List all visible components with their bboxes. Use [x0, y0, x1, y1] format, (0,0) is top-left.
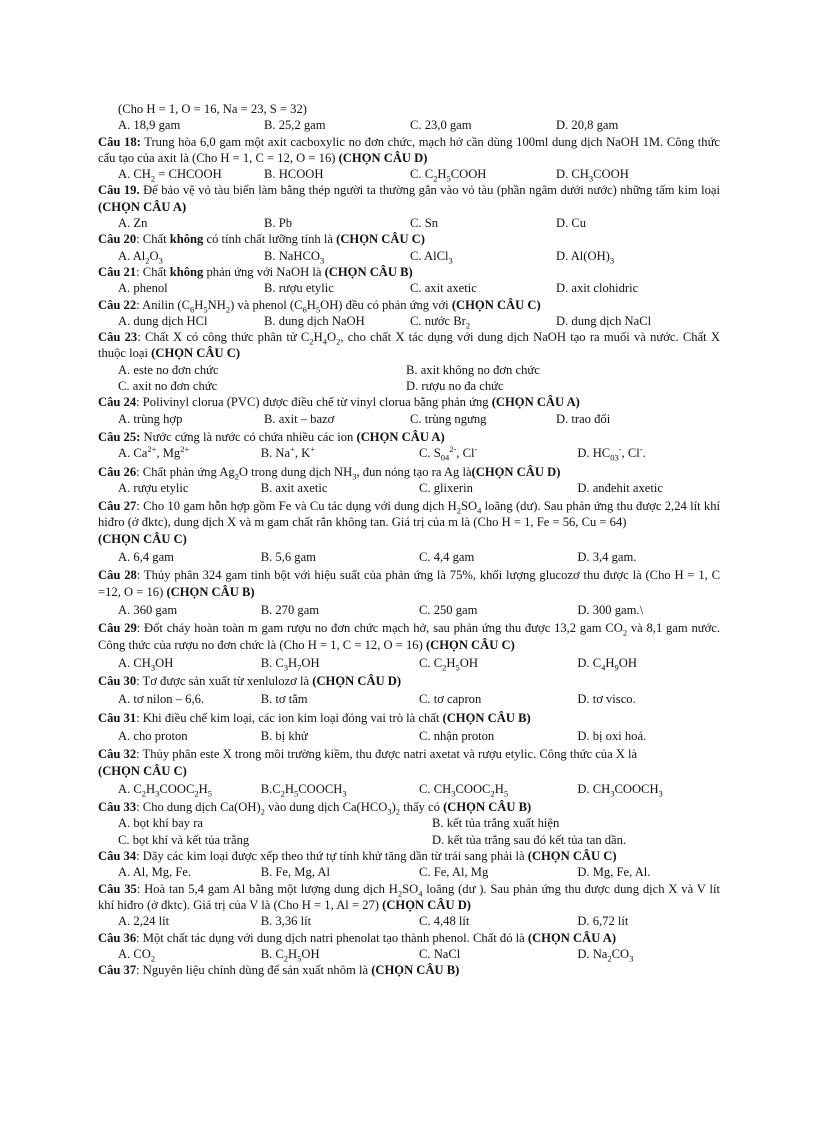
q34-option-c: C. Fe, Al, Mg	[419, 865, 489, 880]
q31-option-d: D. bị oxi hoá.	[577, 728, 647, 743]
q28-options	[98, 602, 720, 618]
q19-label: Câu 19.	[98, 183, 140, 198]
exam-document	[98, 101, 720, 978]
q21-option-c: C. axit axetic	[410, 281, 477, 296]
q27-option-c: C. 4,4 gam	[419, 550, 475, 565]
q23-option-a: A. este no đơn chức	[118, 362, 219, 377]
q21-option-b: B. rượu etylic	[264, 281, 334, 296]
q21-label: Câu 21	[98, 264, 137, 279]
q33-option-a: A. bọt khí bay ra	[118, 816, 203, 831]
q20-option-b: B. NaHCO$_3$	[264, 248, 325, 266]
q22-option-b: B. dung dịch NaOH	[264, 313, 365, 328]
q25-options	[98, 445, 720, 461]
q34-options	[98, 864, 720, 880]
q31-stem: Câu 31: Khi điều chế kim loại, các ion kim loại đóng vai trò là chất (CHỌN CÂU B)	[98, 710, 531, 725]
q28-option-d: D. 300 gam.\	[577, 602, 644, 617]
q36-stem: Câu 36: Một chất tác dụng với dung dịch natri phenolat tạo thành phenol. Chất đó là (CHỌN CÂU A)	[98, 930, 617, 945]
q27-option-d: D. 3,4 gam.	[577, 550, 637, 565]
q22-option-a: A. dung dịch HCl	[118, 313, 208, 328]
q26-options	[98, 480, 720, 496]
q22-answer: (CHỌN CÂU C)	[451, 297, 541, 312]
q34-option-a: A. Al, Mg, Fe.	[118, 865, 192, 880]
q26-option-b: B. axit axetic	[260, 480, 328, 495]
q27-answer: (CHỌN CÂU C)	[98, 531, 187, 546]
q20-option-c: C. AlCl$_3$	[410, 248, 453, 266]
q26-option-c: C. glixerin	[419, 480, 473, 495]
q23-option-b: B. axit không no đơn chức	[406, 362, 540, 377]
q33-option-b: B. kết tủa trắng xuất hiện	[432, 816, 560, 831]
q29-option-a: A. $CH_3OH$	[118, 655, 174, 673]
q33-label: Câu 33	[98, 800, 137, 815]
q21-answer: (CHỌN CÂU B)	[324, 264, 413, 279]
q22-options	[98, 313, 720, 329]
q24-option-b: B. axit – bazơ	[264, 411, 335, 426]
q35-option-d: D. 6,72 lít	[577, 914, 629, 929]
q28-label: Câu 28	[98, 568, 137, 583]
q20-stem: Câu 20: Chất không có tính chất lưỡng tính là (CHỌN CÂU C)	[98, 232, 425, 247]
q31-options	[98, 728, 720, 744]
q20-option-d: D. $Al(OH)_3$	[556, 248, 615, 266]
q29-option-d: D. $C_4H_9OH$	[577, 655, 637, 673]
q33-option-d: D. kết tủa trắng sau đó kết tủa tan dần.	[432, 832, 627, 847]
q18-stem: Câu 18: Trung hòa 6,0 gam một axit cacboxylic no đơn chức, mạch hở cần dùng 100ml dung dịch NaOH 1M. Công thức cấu tạo của axit là (Cho H = 1, C = 12, O = 16) (CHỌN CÂU D)	[98, 134, 720, 165]
q35-options	[98, 913, 720, 929]
q25-option-b: B. Na+, K+	[260, 444, 316, 461]
q30-option-b: B. tơ tằm	[260, 692, 308, 707]
q37-stem: Câu 37: Nguyên liệu chính dùng để sản xuất nhôm là (CHỌN CÂU B)	[98, 963, 460, 978]
q34-answer: (CHỌN CÂU C)	[527, 849, 617, 864]
q17-tail: (Cho H = 1, O = 16, Na = 23, S = 32)	[118, 102, 307, 116]
q33-answer: (CHỌN CÂU B)	[443, 800, 532, 815]
q34-stem: Câu 34: Dãy các kim loại được xếp theo thứ tự tính khử tăng dần từ trái sang phải là (CHỌN CÂU C)	[98, 849, 617, 864]
q31-option-b: B. bị khử	[260, 728, 308, 743]
q22-stem: Câu 22: Anilin $(C_6H_5NH_2)$ và phenol $(C_6H_5OH)$ đều có phản ứng với (CHỌN CÂU C)	[98, 297, 541, 315]
q20-options	[98, 248, 720, 264]
q25-label: Câu 25:	[98, 429, 141, 444]
q37-answer: (CHỌN CÂU B)	[371, 963, 460, 978]
q36-option-a: A. $CO_2$	[118, 946, 156, 964]
q35-option-b: B. 3,36 lít	[260, 914, 312, 929]
q30-option-d: D. tơ visco.	[577, 692, 636, 707]
q23-stem: Câu 23: Chất X có công thức phân tử $C_2H_4O_2$, cho chất X tác dụng với dung dịch NaOH tạo ra muối và nước. Chất X thuộc loại (CHỌN CÂU C)	[98, 330, 720, 361]
q32-stem: Câu 32: Thủy phân este X trong môi trường kiềm, thu được natri axetat và rượu etylic. Công thức của X là (CHỌN CÂU C)	[98, 747, 638, 778]
q28-stem: Câu 28: Thủy phân 324 gam tinh bột với hiệu suất của phản ứng là 75%, khối lượng glucozơ thu được là (Cho H = 1, C =12, O = 16) (CHỌN CÂU B)	[98, 568, 720, 599]
q26-label: Câu 26	[98, 464, 137, 479]
q27-label: Câu 27	[98, 499, 137, 514]
q37-label: Câu 37	[98, 963, 137, 978]
q24-option-a: A. trùng hợp	[118, 411, 183, 426]
q24-label: Câu 24	[98, 395, 137, 410]
q32-option-b: $B.C_2H_5COOCH_3$	[260, 781, 347, 799]
q24-answer: (CHỌN CÂU A)	[491, 395, 580, 410]
q23-options-row1	[98, 362, 720, 378]
q21-options	[98, 280, 720, 296]
q17-option-b: B. 25,2 gam	[264, 118, 326, 133]
q35-option-a: A. 2,24 lít	[118, 914, 170, 929]
q33-option-c: C. bọt khí và kết tủa trắng	[118, 832, 250, 847]
q32-option-a: A. $C_2H_3COOC_2H_5$	[118, 781, 213, 799]
q28-option-c: C. 250 gam	[419, 602, 478, 617]
q34-option-d: D. Mg, Fe, Al.	[577, 865, 651, 880]
q34-option-b: B. Fe, Mg, Al	[260, 865, 330, 880]
q25-option-a: A. $Ca^{2+}$, $Mg^{2+}$	[118, 444, 190, 461]
q19-option-d: D. Cu	[556, 216, 587, 231]
q19-stem: Câu 19. Để bảo vệ vỏ tàu biển làm bằng thép người ta thường gắn vào vỏ tàu (phần ngâm dưới nước) những tấm kim loại (CHỌN CÂU A)	[98, 183, 720, 214]
q30-options	[98, 691, 720, 707]
q36-answer: (CHỌN CÂU A)	[527, 930, 617, 945]
q18-options	[98, 166, 720, 182]
q19-options	[98, 215, 720, 231]
q19-option-b: B. Pb	[264, 216, 292, 231]
q18-answer: (CHỌN CÂU D)	[338, 150, 428, 165]
q29-answer: (CHỌN CÂU C)	[425, 637, 515, 652]
q21-option-d: D. axit clohidric	[556, 281, 639, 296]
q33-options-row2	[98, 832, 720, 848]
q21-stem: Câu 21: Chất không phản ứng với NaOH là (CHỌN CÂU B)	[98, 264, 413, 279]
q24-option-c: C. trùng ngưng	[410, 411, 487, 426]
q26-stem: Câu 26: Chất phản ứng $Ag_2O$ trong dung dịch $NH_3$, đun nóng tạo ra Ag là(CHỌN CÂU D)	[98, 464, 561, 482]
q29-label: Câu 29	[98, 621, 137, 636]
q17-options	[98, 117, 720, 133]
q30-stem: Câu 30: Tơ được sản xuất từ xenlulozơ là (CHỌN CÂU D)	[98, 674, 402, 689]
q22-option-d: D. dung dịch NaCl	[556, 313, 652, 328]
q30-answer: (CHỌN CÂU D)	[312, 674, 402, 689]
q19-option-a: A. Zn	[118, 216, 148, 231]
q35-option-c: C. 4,48 lít	[419, 914, 470, 929]
q29-option-b: B. $C_3H_7OH$	[260, 655, 320, 673]
q23-answer: (CHỌN CÂU C)	[151, 346, 241, 361]
q23-option-d: D. rượu no đa chức	[406, 379, 504, 394]
q18-option-d: D. $CH_3COOH$	[556, 167, 629, 184]
q20-option-a: A. $Al_2O_3$	[118, 248, 163, 266]
q24-option-d: D. trao đổi	[556, 411, 611, 426]
q23-options-row2	[98, 378, 720, 394]
q21-option-a: A. phenol	[118, 281, 168, 296]
q28-option-a: A. 360 gam	[118, 602, 178, 617]
q24-stem: Câu 24: Polivinyl clorua (PVC) được điều chế từ vinyl clorua bằng phản ứng (CHỌN CÂU A)	[98, 395, 580, 410]
q32-label: Câu 32	[98, 747, 137, 762]
q32-option-c: C. $CH_3COOC_2H_5$	[419, 781, 509, 799]
q36-option-b: B. $C_2H_5OH$	[260, 946, 320, 964]
q27-stem: Câu 27: Cho 10 gam hỗn hợp gồm Fe và Cu tác dụng với dung dịch $H_2SO_4$ loãng (dư). Sau phản ứng thu được 2,24 lít khí hiđro (ở đktc), dung dịch X và m gam chất rắn không tan. Giá trị của m là (Cho H = 1, Fe = 56, Cu = 64) (CHỌN CÂU C)	[98, 499, 720, 546]
q35-label: Câu 35	[98, 881, 137, 896]
q31-option-a: A. cho proton	[118, 728, 188, 743]
q36-option-c: C. NaCl	[419, 946, 461, 961]
q26-option-d: D. anđehit axetic	[577, 480, 663, 495]
q30-option-c: C. tơ capron	[419, 692, 482, 707]
q32-options	[98, 781, 720, 797]
q25-option-c: C. $S_{04}^{2-}$, Cl-	[419, 444, 478, 463]
q31-answer: (CHỌN CÂU B)	[442, 710, 531, 725]
q28-answer: (CHỌN CÂU B)	[166, 584, 255, 599]
q29-option-c: C. $C_2H_5OH$	[419, 655, 478, 673]
q30-option-a: A. tơ nilon – 6,6.	[118, 692, 205, 707]
q20-label: Câu 20	[98, 232, 137, 247]
q25-option-d: D. $HC_{03}^-$, Cl-.	[577, 444, 646, 463]
q32-option-d: D. $CH_3COOCH_3$	[577, 781, 663, 799]
q30-label: Câu 30	[98, 674, 137, 689]
q31-label: Câu 31	[98, 710, 137, 725]
q20-answer: (CHỌN CÂU C)	[336, 232, 425, 247]
q26-answer: (CHỌN CÂU D)	[471, 464, 561, 479]
q25-stem: Câu 25: Nước cứng là nước có chứa nhiều các ion (CHỌN CÂU A)	[98, 429, 445, 444]
q35-answer: (CHỌN CÂU D)	[382, 897, 471, 912]
q18-option-a: A. $CH_2$ = CHCOOH	[118, 167, 222, 184]
q33-options-row1	[98, 815, 720, 831]
q19-answer: (CHỌN CÂU A)	[98, 199, 187, 214]
q18-option-b: B. HCOOH	[264, 167, 324, 182]
q27-option-b: B. 5,6 gam	[260, 550, 316, 565]
q22-label: Câu 22	[98, 297, 137, 312]
q18-option-c: C. $C_2H_5COOH$	[410, 167, 487, 184]
q17-option-c: C. 23,0 gam	[410, 118, 472, 133]
q36-label: Câu 36	[98, 930, 137, 945]
q23-label: Câu 23	[98, 330, 138, 345]
q23-option-c: C. axit no đơn chức	[118, 379, 218, 394]
q28-option-b: B. 270 gam	[260, 602, 320, 617]
q24-options	[98, 411, 720, 427]
q35-stem: Câu 35: Hoà tan 5,4 gam Al bằng một lượng dung dịch $H_2SO_4$ loãng (dư ). Sau phản ứng thu được dung dịch X và V lít khí hiđro (ở đktc). Giá trị của V là (Cho H = 1, Al = 27) (CHỌN CÂU D)	[98, 881, 721, 912]
q19-option-c: C. Sn	[410, 216, 438, 231]
q22-option-c: C. nước $Br_2$	[410, 313, 471, 331]
q36-option-d: D. $Na_2CO_3$	[577, 946, 634, 964]
q27-option-a: A. 6,4 gam	[118, 550, 174, 565]
q32-answer: (CHỌN CÂU C)	[98, 763, 187, 778]
q17-option-d: D. 20,8 gam	[556, 118, 619, 133]
q34-label: Câu 34	[98, 849, 137, 864]
q26-option-a: A. rượu etylic	[118, 480, 189, 495]
q29-options	[98, 655, 720, 671]
q31-option-c: C. nhận proton	[419, 728, 495, 743]
q33-stem: Câu 33: Cho dung dịch $Ca(OH)_2$ vào dung dịch $Ca(HCO_3)_2$ thấy có (CHỌN CÂU B)	[98, 800, 532, 817]
q17-option-a: A. 18,9 gam	[118, 118, 181, 133]
q29-stem: Câu 29: Đốt cháy hoàn toàn m gam rượu no đơn chức mạch hở, sau phản ứng thu được 13,2 gam $CO_2$ và 8,1 gam nước. Công thức của rượu no đơn chức là (Cho H = 1, C = 12, O = 16) (CHỌN CÂU C)	[98, 621, 720, 652]
q36-options	[98, 946, 720, 962]
q27-options	[98, 549, 720, 565]
q25-answer: (CHỌN CÂU A)	[356, 429, 445, 444]
q18-label: Câu 18:	[98, 134, 141, 149]
